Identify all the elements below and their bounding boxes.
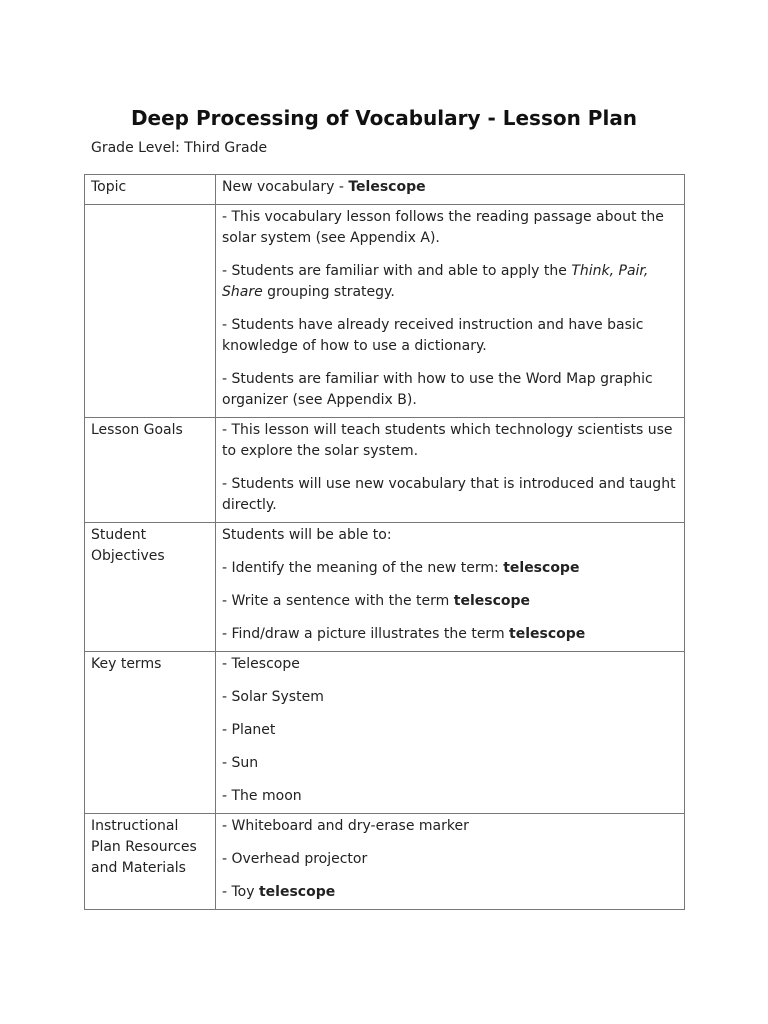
background-item-3: - Students have already received instruction and have basic knowledge of how to use a dictionary. — [222, 317, 644, 354]
objective-item-1 — [222, 558, 678, 579]
goal-item-1: - This lesson will teach students which technology scientists use to explore the solar system. — [222, 422, 673, 459]
resource-item-1: - Whiteboard and dry-erase marker — [222, 818, 469, 834]
table-row-student-objectives — [85, 523, 685, 652]
objective-3-term: telescope — [509, 626, 586, 642]
objective-2-term: telescope — [453, 593, 530, 609]
key-term-item: - Telescope — [222, 656, 300, 672]
row-label-key-terms: Key terms — [85, 652, 216, 814]
background-item-2-text: - Students are familiar with and able to apply the — [222, 263, 572, 279]
key-term-item: - Solar System — [222, 689, 324, 705]
table-row-topic — [85, 175, 685, 205]
row-content-resources — [216, 814, 685, 910]
goal-item-2: - Students will use new vocabulary that is introduced and taught directly. — [222, 476, 676, 513]
objectives-intro: Students will be able to: — [222, 527, 392, 543]
resource-3-term: telescope — [258, 884, 336, 900]
objective-3-text: - Find/draw a picture illustrates the term — [222, 626, 510, 642]
topic-term: Telescope — [348, 179, 426, 195]
background-item-1: - This vocabulary lesson follows the reading passage about the solar system (see Appendix A). — [222, 209, 664, 246]
table-row-key-terms — [85, 652, 685, 814]
objective-1-text: - Identify the meaning of the new term: — [222, 560, 504, 576]
objective-item-3 — [222, 624, 678, 645]
row-label-background — [85, 205, 216, 418]
strategy-name: Think, Pair, Share — [222, 263, 649, 300]
background-item-4: - Students are familiar with how to use the Word Map graphic organizer (see Appendix B). — [222, 371, 653, 408]
objective-2-text: - Write a sentence with the term — [222, 593, 454, 609]
row-content-key-terms — [216, 652, 685, 814]
objective-1-term: telescope — [503, 560, 580, 576]
table-row-resources — [85, 814, 685, 910]
table-row-lesson-goals — [85, 418, 685, 523]
objective-item-2 — [222, 591, 678, 612]
grade-level: Grade Level: Third Grade — [91, 140, 268, 156]
page-title: Deep Processing of Vocabulary - Lesson Plan — [130, 106, 638, 130]
table-row-background — [85, 205, 685, 418]
background-item-2-suffix: grouping strategy. — [262, 284, 395, 300]
key-term-item: - The moon — [222, 788, 302, 804]
key-term-item: - Sun — [222, 755, 259, 771]
resource-item-2: - Overhead projector — [222, 851, 368, 867]
row-label-lesson-goals: Lesson Goals — [85, 418, 216, 523]
row-label-resources: Instructional Plan Resources and Materials — [85, 814, 216, 910]
lesson-plan-table — [84, 174, 685, 910]
row-label-student-objectives: Student Objectives — [85, 523, 216, 652]
row-content-background — [216, 205, 685, 418]
row-content-topic — [216, 175, 685, 205]
row-content-lesson-goals — [216, 418, 685, 523]
key-term-item: - Planet — [222, 722, 276, 738]
background-item-2 — [222, 261, 678, 303]
row-label-topic: Topic — [85, 175, 216, 205]
resource-item-3 — [222, 882, 678, 903]
resource-3-text: - Toy — [222, 884, 259, 900]
row-content-student-objectives — [216, 523, 685, 652]
topic-prefix: New vocabulary - — [222, 179, 349, 195]
